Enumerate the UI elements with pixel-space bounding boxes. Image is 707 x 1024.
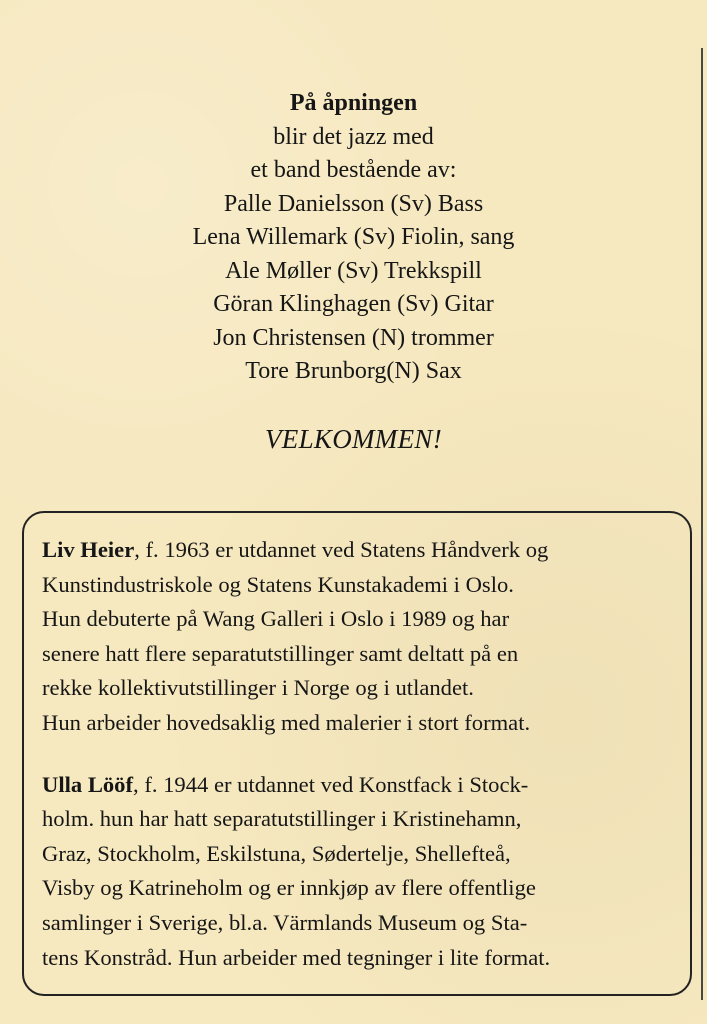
- opening-line: et band bestående av:: [250, 157, 457, 183]
- opening-heading: På åpningen: [289, 90, 418, 116]
- bio-first-line: [42, 768, 674, 803]
- bio-line: Graz, Stockholm, Eskilstuna, Sødertelje, Shellefteå,: [42, 840, 511, 866]
- welcome-text: VELKOMMEN!: [265, 424, 442, 454]
- artist-name: Liv Heier: [42, 537, 135, 562]
- band-member-line: Jon Christensen (N) trommer: [213, 324, 494, 351]
- bio-line: Visby og Katrineholm og er innkjøp av flere offentlige: [42, 875, 536, 901]
- artist-bio-box: [22, 511, 692, 996]
- opening-line: blir det jazz med: [273, 123, 434, 150]
- bio-line: rekke kollektivutstillinger i Norge og i utlandet.: [42, 675, 474, 701]
- bio-line: senere hatt flere separatutstillinger samt deltatt på en: [42, 640, 519, 666]
- artist-bio-liv-heier: [42, 533, 674, 741]
- band-member-line: Lena Willemark (Sv) Fiolin, sang: [192, 224, 515, 250]
- artist-bio-ulla-loof: [42, 768, 674, 976]
- band-member-line: Ale Møller (Sv) Trekkspill: [225, 257, 482, 284]
- bio-first-line: [42, 533, 674, 568]
- band-member-line: Göran Klinghagen (Sv) Gitar: [213, 291, 494, 317]
- bio-text: , f. 1963 er utdannet ved Statens Håndverk og: [134, 537, 549, 562]
- bio-line: Kunstindustriskole og Statens Kunstakademi i Oslo.: [42, 571, 514, 597]
- opening-announcement: [0, 87, 707, 389]
- bio-line: Hun debuterte på Wang Galleri i Oslo i 1989 og har: [42, 606, 510, 632]
- bio-line: Hun arbeider hovedsaklig med malerier i stort format.: [42, 709, 531, 735]
- bio-text: , f. 1944 er utdannet ved Konstfack i Stock-: [133, 771, 529, 797]
- band-member-line: Palle Danielsson (Sv) Bass: [223, 190, 484, 217]
- band-member-line: Tore Brunborg(N) Sax: [245, 358, 462, 384]
- bio-line: holm. hun har hatt separatutstillinger i Kristinehamn,: [42, 806, 522, 832]
- bio-line: tens Konstråd. Hun arbeider med tegninger i lite format.: [42, 944, 551, 970]
- artist-name: Ulla Lööf: [42, 771, 134, 797]
- bio-line: samlinger i Sverige, bl.a. Värmlands Museum og Sta-: [42, 909, 528, 935]
